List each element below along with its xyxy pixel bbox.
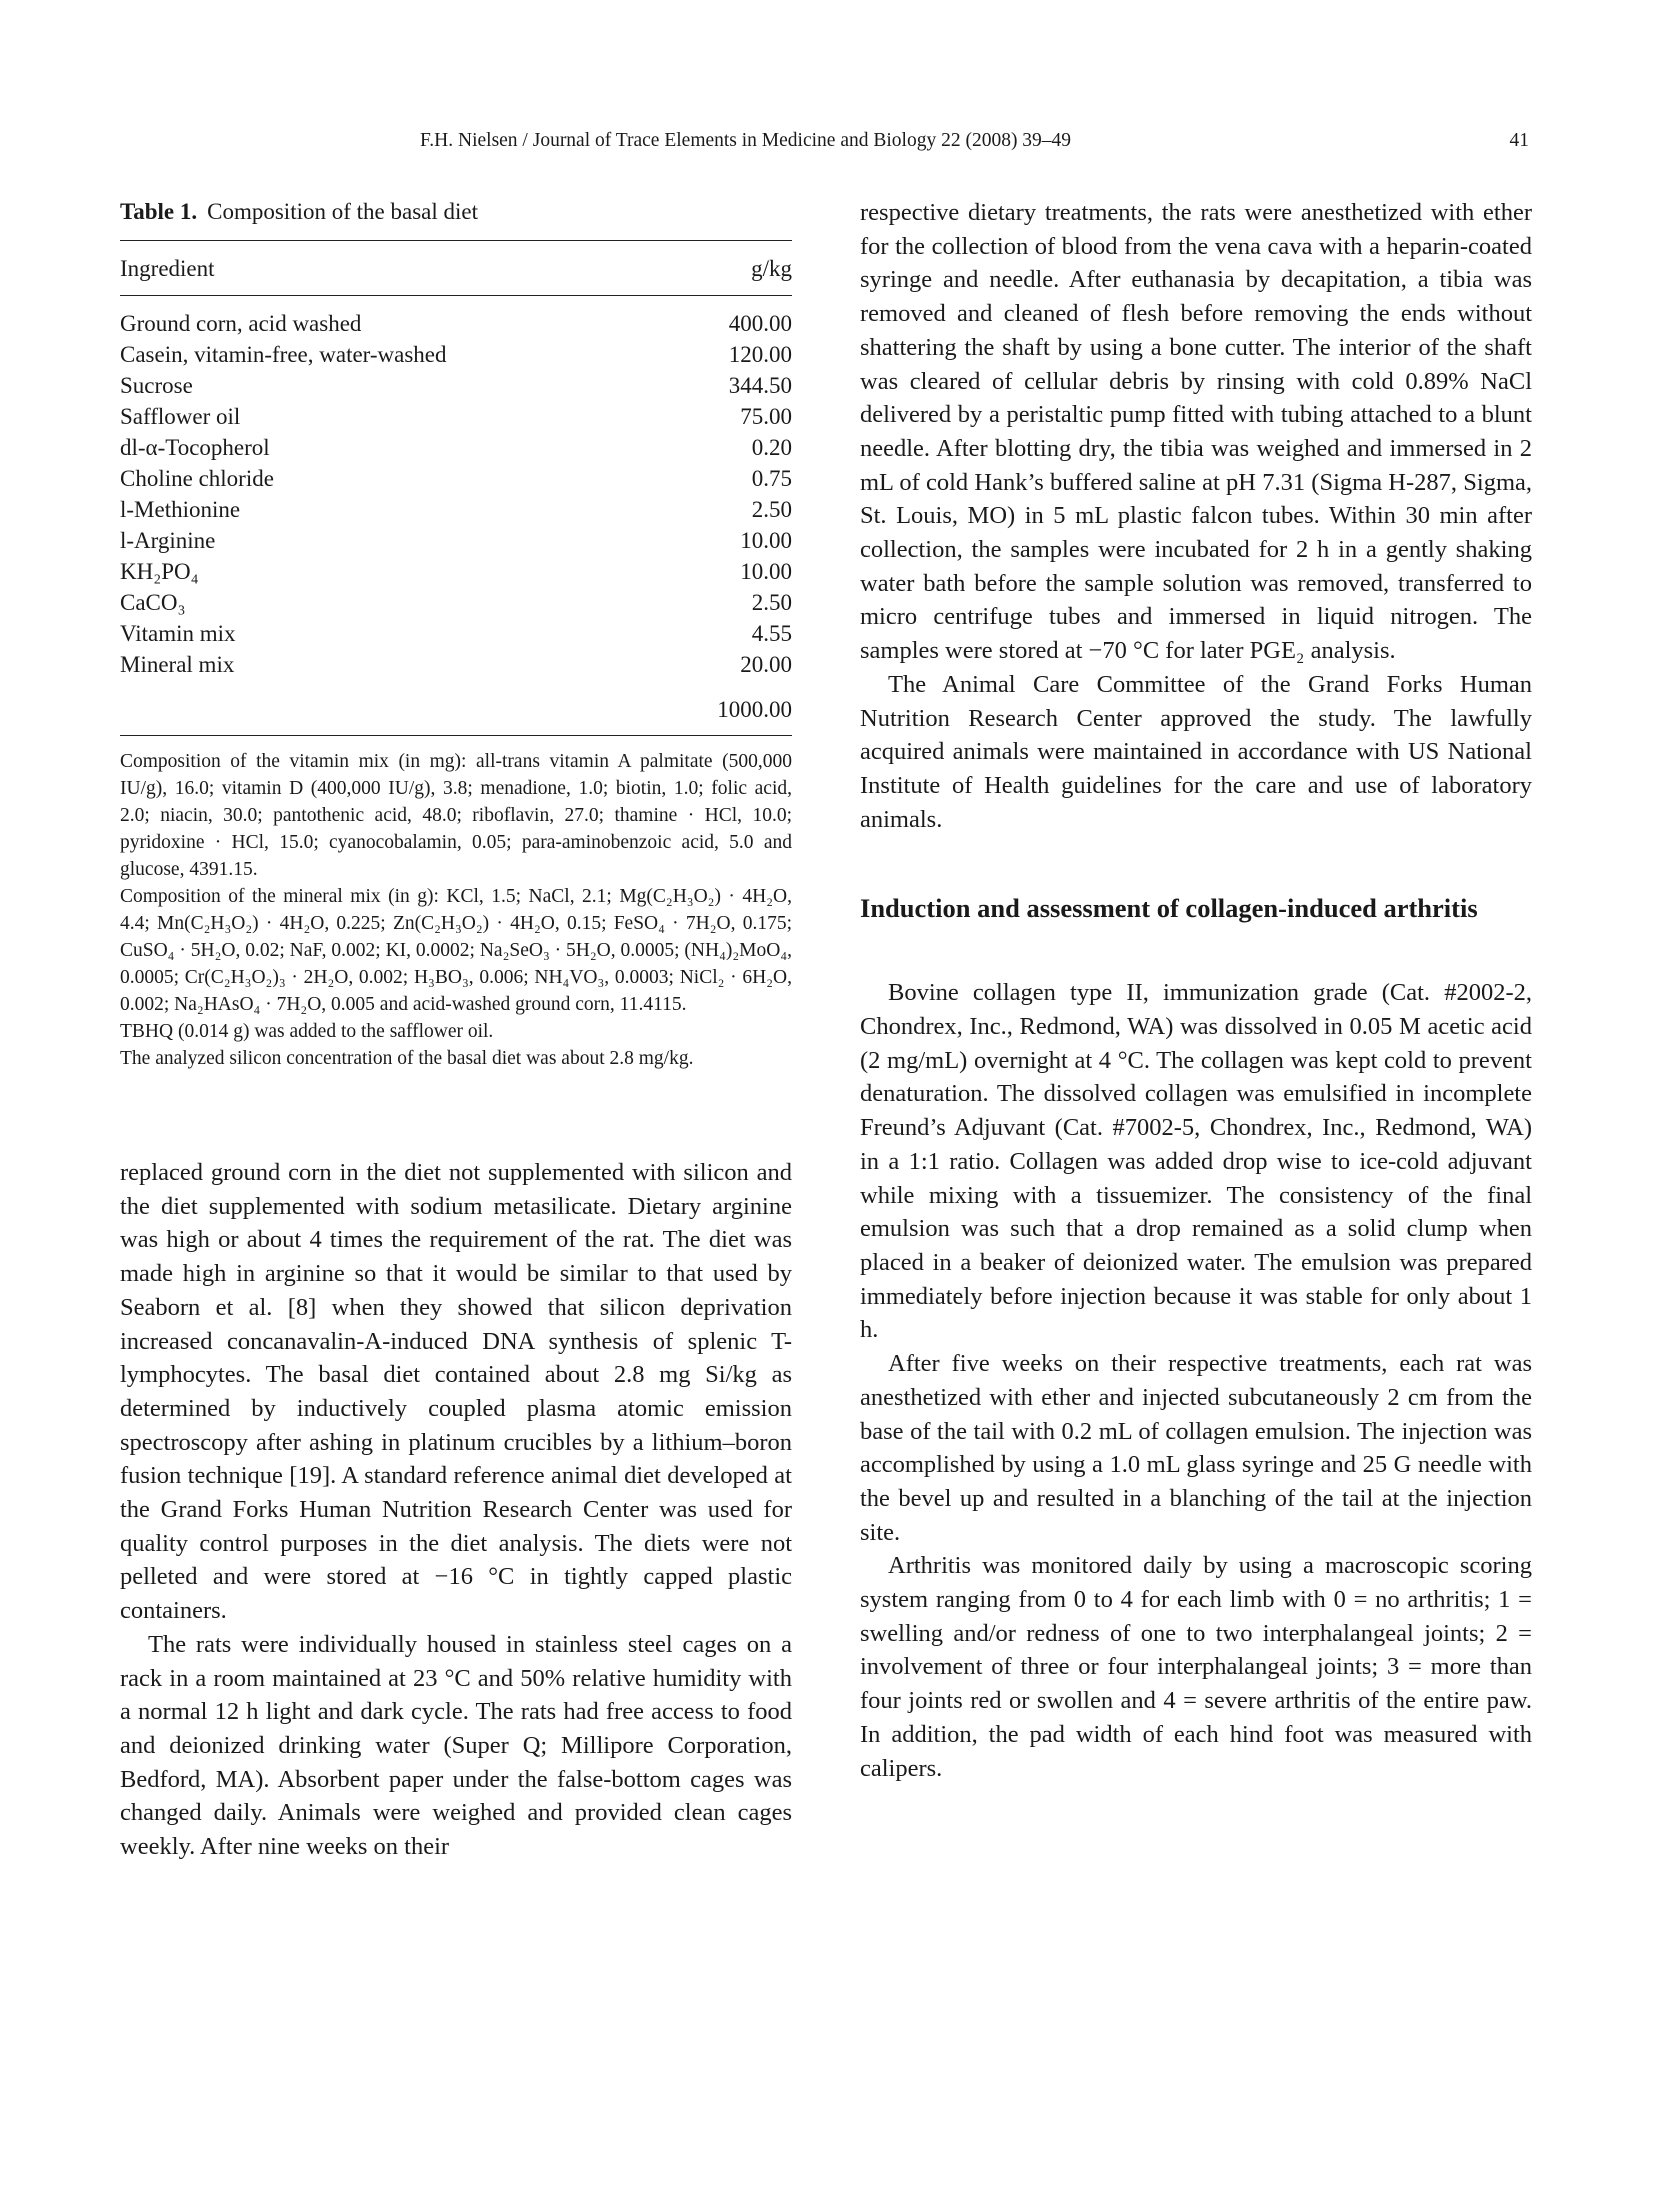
table-row — [120, 649, 792, 680]
amount-cell: 120.00 — [728, 342, 792, 367]
table-row — [120, 618, 792, 649]
footnote-tbhq: TBHQ (0.014 g) was added to the safflower oil. — [120, 1021, 494, 1042]
paragraph: replaced ground corn in the diet not supplemented with silicon and the diet supplemented with sodium metasilicate. Dietary arginine was high or about 4 times the requirement of the rat. The diet was made high in arginine so that it would be similar to that used by Seaborn et al. [8] when they showed that silicon deprivation increased concanavalin-A-induced DNA synthesis of splenic T-lymphocytes. The basal diet contained about 2.8 mg Si/kg as determined by inductively coupled plasma atomic emission spectroscopy after ashing in platinum crucibles by a lithium–boron fusion technique [19]. A standard reference animal diet developed at the Grand Forks Human Nutrition Research Center was used for quality control purposes in the diet analysis. The diets were not pelleted and were stored at −16 °C in tightly capped plastic containers. — [120, 1159, 792, 1625]
total-cell: 1000.00 — [672, 680, 792, 736]
table-row — [120, 339, 792, 370]
table-footnotes — [120, 748, 792, 1072]
ingredient-cell: Vitamin mix — [120, 621, 236, 646]
table-title: Composition of the basal diet — [207, 199, 478, 224]
amount-cell: 0.20 — [751, 435, 792, 460]
amount-cell: 10.00 — [740, 559, 792, 584]
ingredient-cell: l-Arginine — [120, 528, 216, 553]
table-caption — [120, 196, 792, 228]
ingredient-cell: dl-α-Tocopherol — [120, 435, 270, 460]
ingredient-cell: KH₂PO₄ — [120, 559, 199, 584]
right-body-text-top — [860, 196, 1532, 836]
table-row — [120, 587, 792, 618]
right-body-text-bottom — [860, 976, 1532, 1785]
ingredient-cell: Casein, vitamin-free, water-washed — [120, 342, 447, 367]
ingredient-cell: Sucrose — [120, 373, 193, 398]
amount-cell: 4.55 — [751, 621, 792, 646]
amount-cell: 20.00 — [740, 652, 792, 677]
table-row — [120, 525, 792, 556]
diet-composition-table — [120, 240, 792, 736]
table-row — [120, 463, 792, 494]
paragraph: Bovine collagen type II, immunization grade (Cat. #2002-2, Chondrex, Inc., Redmond, WA) was dissolved in 0.05 M acetic acid (2 mg/mL) overnight at 4 °C. The collagen was kept cold to prevent denaturation. The dissolved collagen was emulsified in incomplete Freund’s Adjuvant (Cat. #7002-5, Chondrex, Inc., Redmond, WA) in a 1:1 ratio. Collagen was added drop wise to ice-cold adjuvant while mixing with a tissuemizer. The consistency of the final emulsion was such that a drop remained as a solid clump when placed in a beaker of deionized water. The emulsion was prepared immediately before injection because it was stable for only about 1 h. — [860, 979, 1532, 1344]
ingredient-cell: Safflower oil — [120, 404, 241, 429]
amount-cell: 2.50 — [751, 590, 792, 615]
ingredient-cell: CaCO₃ — [120, 590, 186, 615]
right-column — [860, 196, 1532, 1785]
ingredient-cell: Mineral mix — [120, 652, 235, 677]
amount-cell: 400.00 — [728, 311, 792, 336]
left-column — [120, 196, 792, 1864]
paragraph: The rats were individually housed in stainless steel cages on a rack in a room maintained at 23 °C and 50% relative humidity with a normal 12 h light and dark cycle. The rats had free access to food and deionized drinking water (Super Q; Millipore Corporation, Bedford, MA). Absorbent paper under the false-bottom cages was changed daily. Animals were weighed and provided clean cages weekly. After nine weeks on their — [120, 1630, 792, 1861]
section-heading: Induction and assessment of collagen-induced arthritis — [860, 893, 1478, 924]
page-number: 41 — [1509, 130, 1529, 151]
table-total-row — [120, 680, 792, 736]
paragraph: respective dietary treatments, the rats were anesthetized with ether for the collection of blood from the vena cava with a heparin-coated syringe and needle. After euthanasia by decapitation, a tibia was removed and cleaned of flesh before removing the ends without shattering the shaft by using a bone cutter. The interior of the shaft was cleared of cellular debris by rinsing with cold 0.89% NaCl delivered by a peristaltic pump fitted with tubing attached to a blunt needle. After blotting dry, the tibia was weighed and immersed in 2 mL of cold Hank’s buffered saline at pH 7.31 (Sigma H-287, Sigma, St. Louis, MO) in 5 mL plastic falcon tubes. Within 30 min after collection, the samples were incubated for 2 h in a gently shaking water bath before the sample solution was removed, transferred to micro centrifuge tubes and immersed in liquid nitrogen. The samples were stored at −70 °C for later PGE₂ analysis. — [860, 199, 1532, 665]
paragraph: Arthritis was monitored daily by using a macroscopic scoring system ranging from 0 to 4 for each limb with 0 = no arthritis; 1 = swelling and/or redness of one to two interphalangeal joints; 2 = involvement of three or four interphalangeal joints; 3 = more than four joints red or swollen and 4 = severe arthritis of the entire paw. In addition, the pad width of each hind foot was measured with calipers. — [860, 1552, 1532, 1782]
ingredient-cell: l-Methionine — [120, 497, 241, 522]
ingredient-cell: Ground corn, acid washed — [120, 311, 362, 336]
footnote-silicon: The analyzed silicon concentration of the basal diet was about 2.8 mg/kg. — [120, 1048, 694, 1069]
amount-cell: 2.50 — [751, 497, 792, 522]
table-row — [120, 432, 792, 463]
table-row — [120, 494, 792, 525]
table-row — [120, 296, 792, 340]
table-row — [120, 401, 792, 432]
table-label: Table 1. — [120, 199, 198, 224]
left-body-text — [120, 1156, 792, 1864]
amount-cell: 0.75 — [751, 466, 792, 491]
amount-cell: 344.50 — [728, 373, 792, 398]
paragraph: After five weeks on their respective treatments, each rat was anesthetized with ether and injected subcutaneously 2 cm from the base of the tail with 0.2 mL of collagen emulsion. The injection was accomplished by using a 1.0 mL glass syringe and 25 G needle with the bevel up and resulted in a blanching of the tail at the injection site. — [860, 1350, 1532, 1546]
ingredient-cell: Choline chloride — [120, 466, 274, 491]
column-header-ingredient: Ingredient — [120, 241, 672, 296]
amount-cell: 10.00 — [740, 528, 792, 553]
table-row — [120, 556, 792, 587]
table-row — [120, 370, 792, 401]
column-header-amount: g/kg — [672, 241, 792, 296]
footnote-vitamin-mix: Composition of the vitamin mix (in mg): all-trans vitamin A palmitate (500,000 IU/g), 16.0; vitamin D (400,000 IU/g), 3.8; menadione, 1.0; biotin, 1.0; folic acid, 2.0; niacin, 30.0; pantothenic acid, 48.0; riboflavin, 27.0; thamine · HCl, 10.0; pyridoxine · HCl, 15.0; cyanocobalamin, 0.05; para-aminobenzoic acid, 5.0 and glucose, 4391.15. — [120, 751, 792, 880]
amount-cell: 75.00 — [740, 404, 792, 429]
paragraph: The Animal Care Committee of the Grand Forks Human Nutrition Research Center approved the study. The lawfully acquired animals were maintained in accordance with US National Institute of Health guidelines for the care and use of laboratory animals. — [860, 670, 1532, 833]
footnote-mineral-mix: Composition of the mineral mix (in g): KCl, 1.5; NaCl, 2.1; Mg(C₂H₃O₂) · 4H₂O, 4.4; Mn(C₂H₃O₂) · 4H₂O, 0.225; Zn(C₂H₃O₂) · 4H₂O, 0.15; FeSO₄ · 7H₂O, 0.175; CuSO₄ · 5H₂O, 0.02; NaF, 0.002; KI, 0.0002; Na₂SeO₃ · 5H₂O, 0.0005; (NH₄)₂MoO₄, 0.0005; Cr(C₂H₃O₂)₃ · 2H₂O, 0.002; H₃BO₃, 0.006; NH₄VO₃, 0.0003; NiCl₂ · 6H₂O, 0.002; Na₂HAsO₄ · 7H₂O, 0.005 and acid-washed ground corn, 11.4115. — [120, 886, 792, 1015]
running-header — [0, 130, 1653, 160]
running-title: F.H. Nielsen / Journal of Trace Elements in Medicine and Biology 22 (2008) 39–49 — [420, 130, 1072, 151]
